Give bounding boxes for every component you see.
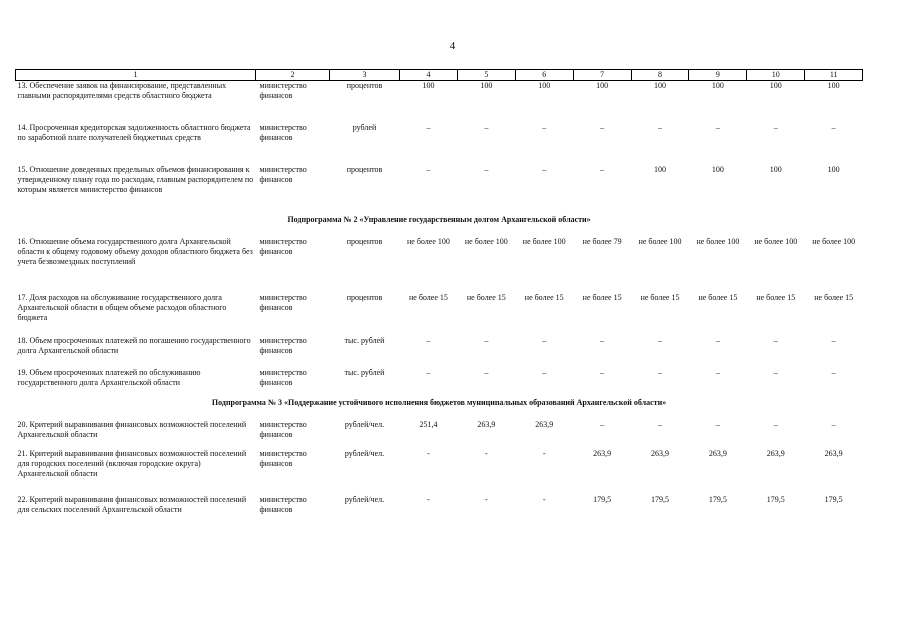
column-number: 4 (400, 70, 458, 81)
value-cell: 263,9 (708, 449, 727, 458)
value-cell: – (773, 368, 778, 377)
value-cell: не более 100 (696, 237, 740, 246)
value-cell: не более 15 (582, 293, 622, 302)
subprogram-heading-row (16, 398, 863, 420)
value-cell: – (426, 336, 431, 345)
value-cell: не более 15 (640, 293, 680, 302)
responsible-executor: министерство финансов (259, 368, 307, 387)
value-cell: – (658, 368, 662, 377)
value-cell: 179,5 (766, 495, 785, 504)
unit-of-measure: процентов (346, 165, 383, 174)
value-cell: не более 79 (582, 237, 622, 246)
column-number: 7 (573, 70, 631, 81)
responsible-executor: министерство финансов (259, 123, 307, 142)
value-cell: 100 (711, 81, 724, 90)
value-cell: – (484, 123, 489, 132)
subprogram-2-title: Подпрограмма № 2 «Управление государственным долгом Архангельской области» (287, 215, 591, 224)
value-cell: - (485, 495, 488, 504)
value-cell: – (715, 368, 720, 377)
column-number: 10 (747, 70, 805, 81)
table-row (16, 449, 863, 495)
unit-of-measure: процентов (346, 81, 383, 90)
value-cell: – (426, 123, 431, 132)
value-cell: 263,9 (824, 449, 843, 458)
column-number: 8 (631, 70, 689, 81)
table-row (16, 420, 863, 449)
value-cell: – (600, 420, 605, 429)
indicator-name: 22. Критерий выравнивания финансовых возможностей поселений для сельских поселений Архангельской области (17, 495, 247, 514)
value-cell: – (600, 123, 605, 132)
value-cell: 179,5 (651, 495, 669, 504)
value-cell: – (426, 368, 431, 377)
responsible-executor: министерство финансов (259, 165, 307, 184)
value-cell: – (773, 420, 778, 429)
indicator-name: 18. Объем просроченных платежей по погашению государственного долга Архангельской области (17, 336, 251, 355)
value-cell: не более 100 (812, 237, 856, 246)
value-cell: – (484, 368, 489, 377)
value-cell: 100 (654, 81, 666, 90)
table-row (16, 123, 863, 165)
column-number: 5 (457, 70, 515, 81)
column-number-row (16, 70, 863, 81)
value-cell: не более 100 (638, 237, 682, 246)
unit-of-measure: рублей/чел. (344, 420, 385, 429)
value-cell: не более 100 (754, 237, 798, 246)
column-number: 2 (256, 70, 330, 81)
indicator-name: 14. Просроченная кредиторская задолженность областного бюджета по заработной плате получателей бюджетных средств (17, 123, 251, 142)
value-cell: 100 (827, 81, 840, 90)
value-cell: – (831, 123, 836, 132)
value-cell: не более 15 (698, 293, 738, 302)
column-number: 1 (16, 70, 256, 81)
responsible-executor: министерство финансов (259, 420, 307, 439)
value-cell: - (427, 449, 430, 458)
value-cell: – (600, 368, 605, 377)
value-cell: – (715, 336, 720, 345)
responsible-executor: министерство финансов (259, 336, 307, 355)
column-number: 9 (689, 70, 747, 81)
value-cell: – (600, 165, 605, 174)
value-cell: 100 (769, 81, 782, 90)
value-cell: 263,9 (766, 449, 785, 458)
value-cell: - (542, 449, 546, 458)
value-cell: 100 (711, 165, 724, 174)
value-cell: 179,5 (824, 495, 843, 504)
indicators-table (15, 69, 863, 535)
unit-of-measure: рублей/чел. (344, 495, 385, 504)
table-row (16, 368, 863, 398)
value-cell: 100 (654, 165, 666, 174)
unit-of-measure: рублей (352, 123, 377, 132)
subprogram-3-title: Подпрограмма № 3 «Поддержание устойчивого исполнения бюджетов муниципальных образований Архангельской области» (211, 398, 667, 407)
unit-of-measure: рублей/чел. (344, 449, 385, 458)
responsible-executor: министерство финансов (259, 81, 307, 100)
value-cell: – (658, 336, 662, 345)
value-cell: – (831, 336, 836, 345)
value-cell: – (542, 336, 547, 345)
table-row (16, 336, 863, 368)
value-cell: – (831, 420, 836, 429)
value-cell: не более 100 (464, 237, 508, 246)
value-cell: – (715, 123, 720, 132)
indicator-name: 16. Отношение объема государственного долга Архангельской области к общему годовому объему доходов областного бюджета без учета безвозмездных поступлений (17, 237, 253, 266)
responsible-executor: министерство финансов (259, 495, 307, 514)
table-row (16, 165, 863, 215)
responsible-executor: министерство финансов (259, 293, 307, 312)
value-cell: 179,5 (593, 495, 612, 504)
value-cell: - (427, 495, 430, 504)
value-cell: 263,9 (593, 449, 612, 458)
value-cell: – (831, 368, 836, 377)
unit-of-measure: процентов (346, 237, 383, 246)
value-cell: 263,9 (535, 420, 554, 429)
value-cell: 100 (827, 165, 840, 174)
value-cell: не более 15 (409, 293, 448, 302)
value-cell: – (542, 123, 547, 132)
value-cell: не более 100 (522, 237, 566, 246)
value-cell: – (484, 336, 489, 345)
subprogram-heading-row (16, 215, 863, 237)
value-cell: – (542, 165, 547, 174)
indicator-name: 19. Объем просроченных платежей по обслуживанию государственного долга Архангельской области (17, 368, 201, 387)
column-number: 11 (805, 70, 863, 81)
value-cell: 100 (480, 81, 493, 90)
indicator-name: 15. Отношение доведенных предельных объемов финансирования к утвержденному плану года по расходам, главным распорядителем по которым является министерство финансов (17, 165, 254, 194)
unit-of-measure: процентов (346, 293, 383, 302)
table-row (16, 81, 863, 124)
page-number: 4 (449, 40, 456, 52)
value-cell: 100 (596, 81, 609, 90)
indicator-name: 21. Критерий выравнивания финансовых возможностей поселений для городских поселений (включая городские округа) Архангельской области (17, 449, 247, 478)
value-cell: – (658, 123, 662, 132)
table-row (16, 293, 863, 336)
value-cell: – (600, 336, 605, 345)
responsible-executor: министерство финансов (259, 237, 307, 256)
value-cell: - (542, 495, 546, 504)
value-cell: - (485, 449, 488, 458)
value-cell: не более 15 (814, 293, 854, 302)
unit-of-measure: тыс. рублей (344, 336, 385, 345)
value-cell: не более 15 (466, 293, 506, 302)
value-cell: – (484, 165, 489, 174)
value-cell: – (773, 336, 778, 345)
value-cell: 251,4 (419, 420, 438, 429)
indicator-name: 20. Критерий выравнивания финансовых возможностей поселений Архангельской области (17, 420, 247, 439)
value-cell: – (773, 123, 778, 132)
value-cell: 100 (538, 81, 551, 90)
value-cell: 263,9 (477, 420, 496, 429)
responsible-executor: министерство финансов (259, 449, 307, 468)
value-cell: – (658, 420, 662, 429)
value-cell: не более 100 (407, 237, 450, 246)
column-number: 6 (515, 70, 573, 81)
value-cell: 100 (769, 165, 782, 174)
indicator-name: 17. Доля расходов на обслуживание государственного долга Архангельской области в общем объеме расходов областного бюджета (17, 293, 227, 322)
indicator-name: 13. Обеспечение заявок на финансирование, представленных главными распорядителями средств областного бюджета (17, 81, 227, 100)
value-cell: 100 (422, 81, 435, 90)
value-cell: 263,9 (651, 449, 669, 458)
table-row (16, 495, 863, 535)
value-cell: не более 15 (756, 293, 796, 302)
value-cell: 179,5 (708, 495, 727, 504)
value-cell: – (426, 165, 431, 174)
column-number: 3 (330, 70, 400, 81)
value-cell: не более 15 (524, 293, 564, 302)
table-row (16, 237, 863, 293)
value-cell: – (715, 420, 720, 429)
value-cell: – (542, 368, 547, 377)
unit-of-measure: тыс. рублей (344, 368, 385, 377)
